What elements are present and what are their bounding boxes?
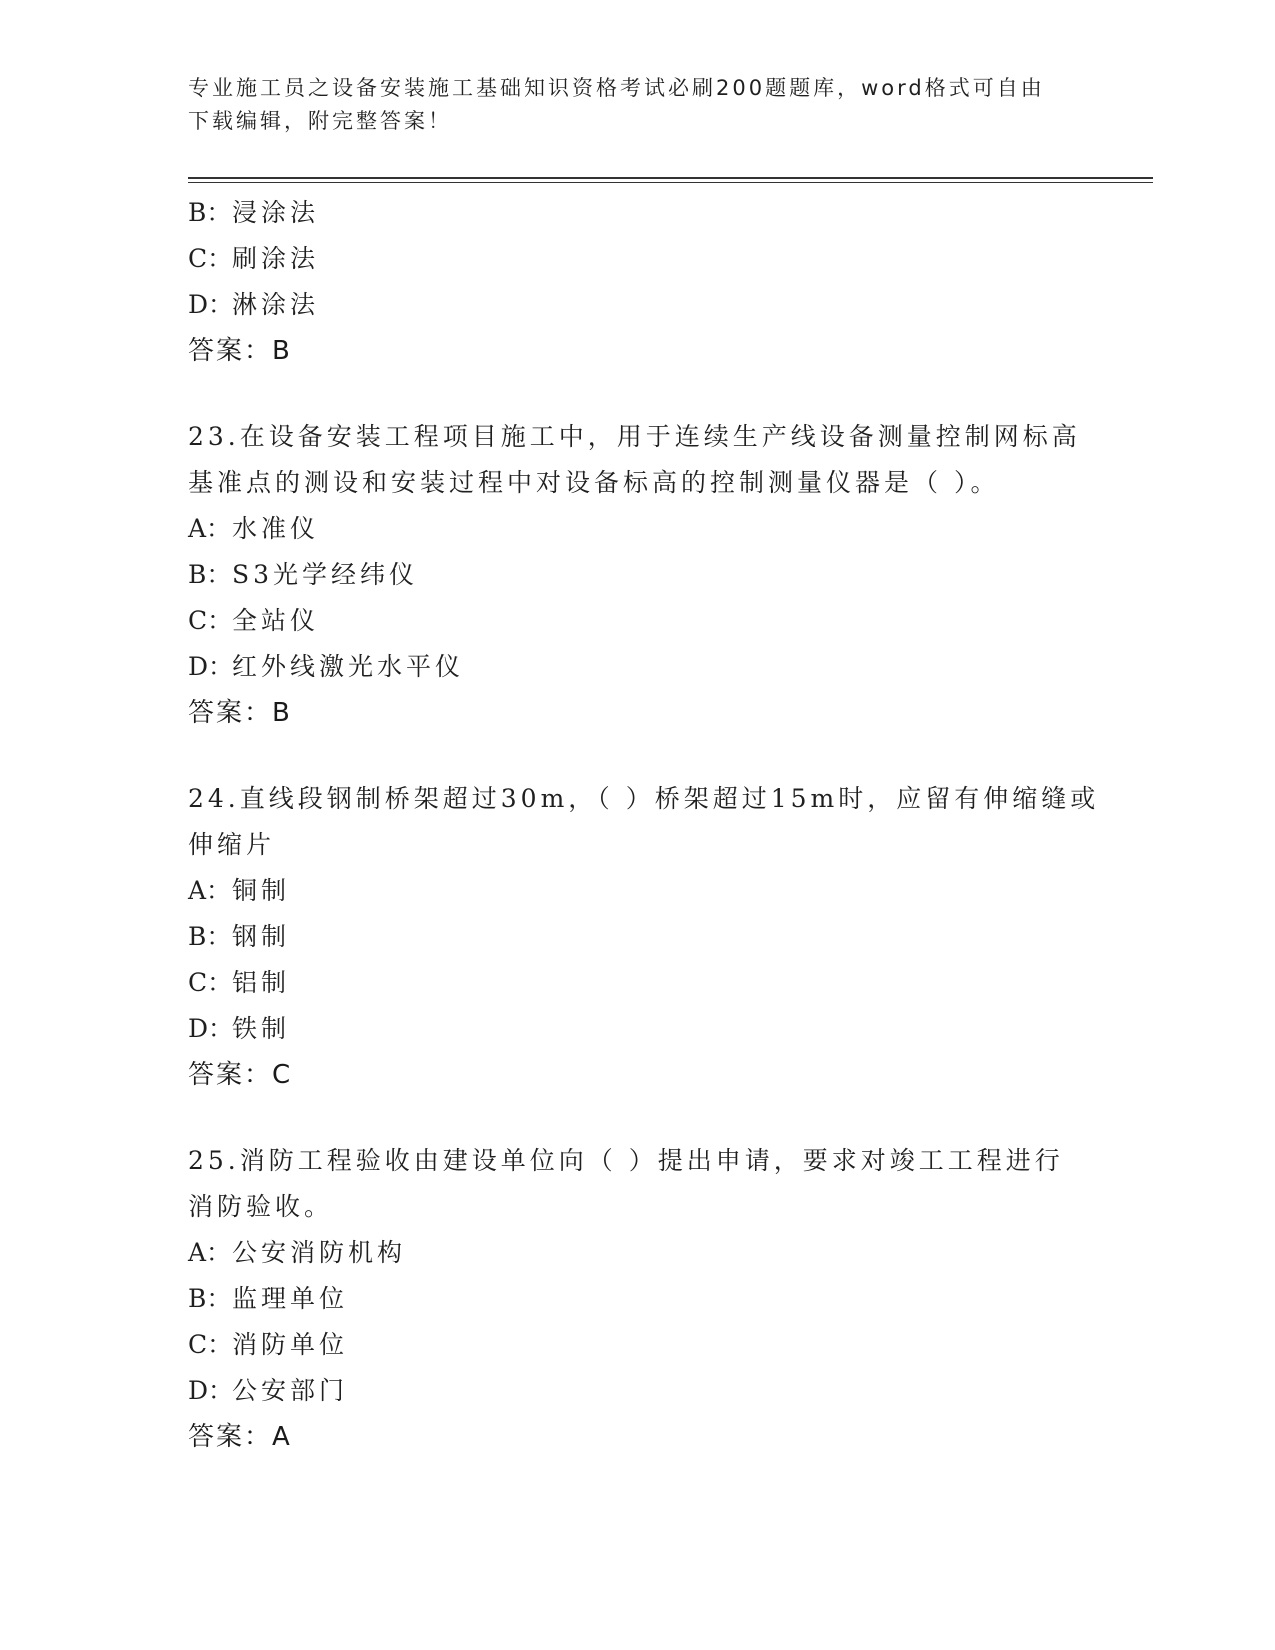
header-rule-thick xyxy=(188,177,1153,179)
option-c: C：刷涂法 xyxy=(188,244,320,273)
answer-line: 答案：A xyxy=(188,1422,292,1452)
option-a: A：公安消防机构 xyxy=(188,1238,407,1267)
option-a: A：水准仪 xyxy=(188,514,320,543)
question-text-line-2: 基准点的测设和安装过程中对设备标高的控制测量仪器是（ ）。 xyxy=(188,468,1000,497)
question-list xyxy=(188,190,1100,1460)
spacer xyxy=(188,1098,1088,1138)
question-24 xyxy=(188,776,1100,1098)
spacer xyxy=(188,736,1088,776)
question-text-line-1: 24.直线段钢制桥架超过30m，（ ）桥架超过15m时，应留有伸缩缝或 xyxy=(188,784,1100,813)
option-d: D：淋涂法 xyxy=(188,290,320,319)
option-a: A：铜制 xyxy=(188,876,291,905)
answer-line: 答案：B xyxy=(188,698,292,728)
header-rule-thin xyxy=(188,182,1153,183)
option-c: C：消防单位 xyxy=(188,1330,349,1359)
header-line-1: 专业施工员之设备安装施工基础知识资格考试必刷200题题库，word格式可自由 xyxy=(188,76,1045,100)
question-25 xyxy=(188,1138,1088,1460)
option-b: B：浸涂法 xyxy=(188,198,320,227)
option-b: B：S3光学经纬仪 xyxy=(188,560,419,589)
option-c: C：全站仪 xyxy=(188,606,320,635)
option-b: B：监理单位 xyxy=(188,1284,349,1313)
question-text-line-2: 伸缩片 xyxy=(188,830,276,859)
question-text-line-2: 消防验收。 xyxy=(188,1192,334,1221)
header-line-2: 下载编辑，附完整答案！ xyxy=(188,109,452,133)
document-header xyxy=(188,72,1088,138)
question-23 xyxy=(188,414,1088,736)
spacer xyxy=(188,374,1088,414)
prev-question xyxy=(188,190,1088,374)
question-text-line-1: 23.在设备安装工程项目施工中，用于连续生产线设备测量控制网标高 xyxy=(188,422,1081,451)
answer-line: 答案：B xyxy=(188,336,292,366)
answer-line: 答案：C xyxy=(188,1060,293,1090)
option-d: D：红外线激光水平仪 xyxy=(188,652,465,681)
option-d: D：铁制 xyxy=(188,1014,291,1043)
option-c: C：铝制 xyxy=(188,968,291,997)
question-text-line-1: 25.消防工程验收由建设单位向（ ）提出申请，要求对竣工工程进行 xyxy=(188,1146,1064,1175)
option-d: D：公安部门 xyxy=(188,1376,349,1405)
option-b: B：钢制 xyxy=(188,922,291,951)
